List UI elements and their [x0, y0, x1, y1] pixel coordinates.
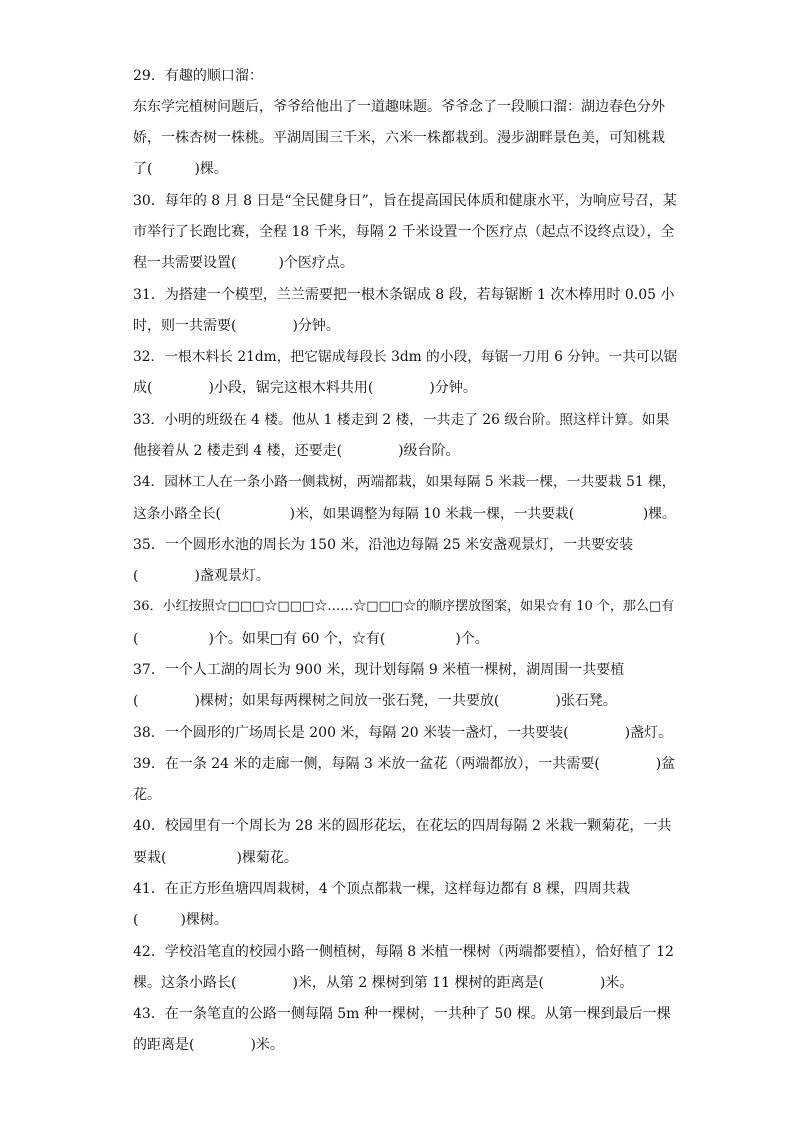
q39-line-1: 39．在一条 24 米的走廊一侧，每隔 3 米放一盆花（两端都放），一共需要( )盆	[133, 756, 676, 772]
q36-line-1: 36．小红按照☆□□□☆□□□☆……☆□□□☆的顺序摆放图案，如果☆有 10 个，那么□有	[133, 599, 675, 614]
q31-line-1: 31．为搭建一个模型，兰兰需要把一根木条锯成 8 段，若每锯断 1 次木棒用时 0.05 小	[133, 287, 675, 303]
q39-line-2: 花。	[133, 787, 161, 803]
q31-line-2: 时，则一共需要( )分钟。	[133, 318, 340, 334]
q40-line-2: 要栽( )棵菊花。	[133, 850, 298, 866]
q30-line-1: 30．每年的 8 月 8 日是“全民健身日”，旨在提高国民体质和健康水平，为响应号召，某	[133, 193, 677, 209]
q41-line-2: ( )棵树。	[133, 912, 228, 928]
q29-line-1: 东东学完植树问题后，爷爷给他出了一道趣味题。爷爷念了一段顺口溜：湖边春色分外	[133, 99, 665, 115]
q37-line-1: 37．一个人工湖的周长为 900 米，现计划每隔 9 米植一棵树，湖周围一共要植	[133, 662, 625, 678]
q33-line-2: 他接着从 2 楼走到 4 楼，还要走( )级台阶。	[133, 443, 460, 459]
q42-line-1: 42．学校沿笔直的校园小路一侧植树，每隔 8 米植一棵树（两端都要植），恰好植了 12	[133, 944, 674, 960]
q42-line-2: 棵。这条小路长( )米，从第 2 棵树到第 11 棵树的距离是( )米。	[133, 975, 634, 991]
q30-line-2: 市举行了长跑比赛，全程 18 千米，每隔 2 千米设置一个医疗点（起点不设终点设），全	[133, 224, 675, 240]
q29-title: 29．有趣的顺口溜：	[133, 68, 263, 84]
q32-line-1: 32．一根木料长 21dm，把它锯成每段长 3dm 的小段，每锯一刀用 6 分钟。一共可以锯	[133, 349, 678, 365]
q33-line-1: 33．小明的班级在 4 楼。他从 1 楼走到 2 楼，一共走了 26 级台阶。照这样计算。如果	[133, 412, 670, 428]
q35-line-2: ( )盏观景灯。	[133, 568, 270, 584]
q35-line-1: 35．一个圆形水池的周长为 150 米，沿池边每隔 25 米安盏观景灯，一共要安装	[133, 537, 634, 553]
q41-line-1: 41．在正方形鱼塘四周栽树，4 个顶点都栽一棵，这样每边都有 8 棵，四周共栽	[133, 881, 630, 897]
q38-line-1: 38．一个圆形的广场周长是 200 米，每隔 20 米装一盏灯，一共要装( )盏灯。	[133, 725, 673, 741]
q43-line-1: 43．在一条笔直的公路一侧每隔 5m 种一棵树，一共种了 50 棵。从第一棵到最后一棵	[133, 1006, 671, 1022]
q32-line-2: 成( )小段，锯完这根木料共用( )分钟。	[133, 380, 477, 396]
q40-line-1: 40．校园里有一个周长为 28 米的圆形花坛，在花坛的四周每隔 2 米栽一颗菊花，一共	[133, 818, 672, 834]
q34-line-2: 这条小路全长( )米，如果调整为每隔 10 米栽一棵，一共要栽( )棵。	[133, 506, 676, 522]
q29-line-2: 娇，一株杏树一株桃。平湖周围三千米，六米一株都栽到。漫步湖畔景色美，可知桃栽	[133, 130, 665, 146]
q34-line-1: 34．园林工人在一条小路一侧栽树，两端都栽，如果每隔 5 米栽一棵，一共要栽 51 棵，	[133, 474, 676, 490]
q29-line-3: 了( )棵。	[133, 161, 228, 177]
q37-line-2: ( )棵树；如果每两棵树之间放一张石凳，一共要放( )张石凳。	[133, 693, 617, 709]
q36-line-2: ( )个。如果□有 60 个，☆有( )个。	[133, 631, 489, 647]
q43-line-2: 的距离是( )米。	[133, 1037, 284, 1053]
q30-line-3: 程一共需要设置( )个医疗点。	[133, 255, 354, 271]
